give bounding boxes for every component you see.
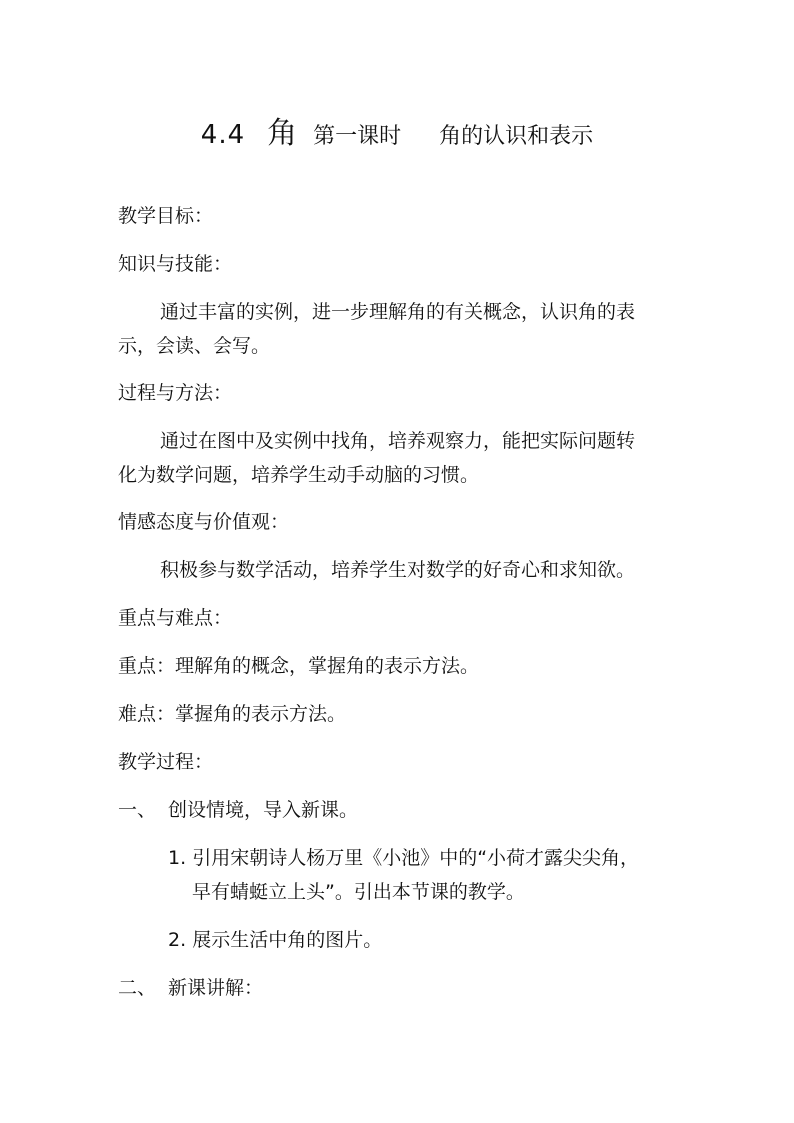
key-point: 重点：理解角的概念，掌握角的表示方法。 — [118, 655, 480, 677]
title-lesson: 第一课时 — [313, 124, 402, 149]
section-two-mark: 二、 — [118, 977, 157, 999]
list-item-number: 1. — [168, 847, 187, 869]
section-two — [118, 977, 263, 999]
list-item — [168, 929, 382, 951]
knowledge-heading: 知识与技能： — [118, 253, 233, 275]
section-one-mark: 一、 — [118, 799, 157, 821]
title-main: 角 — [267, 116, 298, 151]
process-paragraph-line2: 化为数学问题，培养学生动手动脑的习惯。 — [118, 464, 480, 486]
knowledge-paragraph-line2: 示，会读、会写。 — [118, 335, 271, 357]
attitude-heading: 情感态度与价值观： — [118, 511, 290, 533]
process-heading: 过程与方法： — [118, 382, 233, 404]
title-subtitle: 角的认识和表示 — [439, 124, 594, 149]
attitude-paragraph: 积极参与数学活动，培养学生对数学的好奇心和求知欲。 — [160, 559, 636, 581]
teaching-process-heading: 教学过程： — [118, 751, 214, 773]
section-one — [118, 799, 358, 821]
list-item-number: 2. — [168, 929, 187, 951]
list-item-text: 引用宋朝诗人杨万里《小池》中的“小荷才露尖尖角， — [192, 847, 640, 869]
difficult-point: 难点：掌握角的表示方法。 — [118, 703, 347, 725]
title-number: 4.4 — [200, 120, 246, 150]
process-paragraph-line1: 通过在图中及实例中找角，培养观察力，能把实际问题转 — [160, 430, 636, 452]
section-two-label: 新课讲解： — [168, 977, 264, 999]
list-item-text: 展示生活中角的图片。 — [192, 929, 383, 951]
list-item — [168, 847, 639, 869]
keypoints-heading: 重点与难点： — [118, 607, 233, 629]
knowledge-paragraph-line1: 通过丰富的实例，进一步理解角的有关概念，认识角的表 — [160, 301, 636, 323]
section-one-label: 创设情境，导入新课。 — [168, 799, 359, 821]
list-item-continuation: 早有蜻蜓立上头”。引出本节课的教学。 — [192, 881, 525, 903]
goals-heading: 教学目标： — [118, 205, 214, 227]
page-title — [0, 108, 794, 152]
